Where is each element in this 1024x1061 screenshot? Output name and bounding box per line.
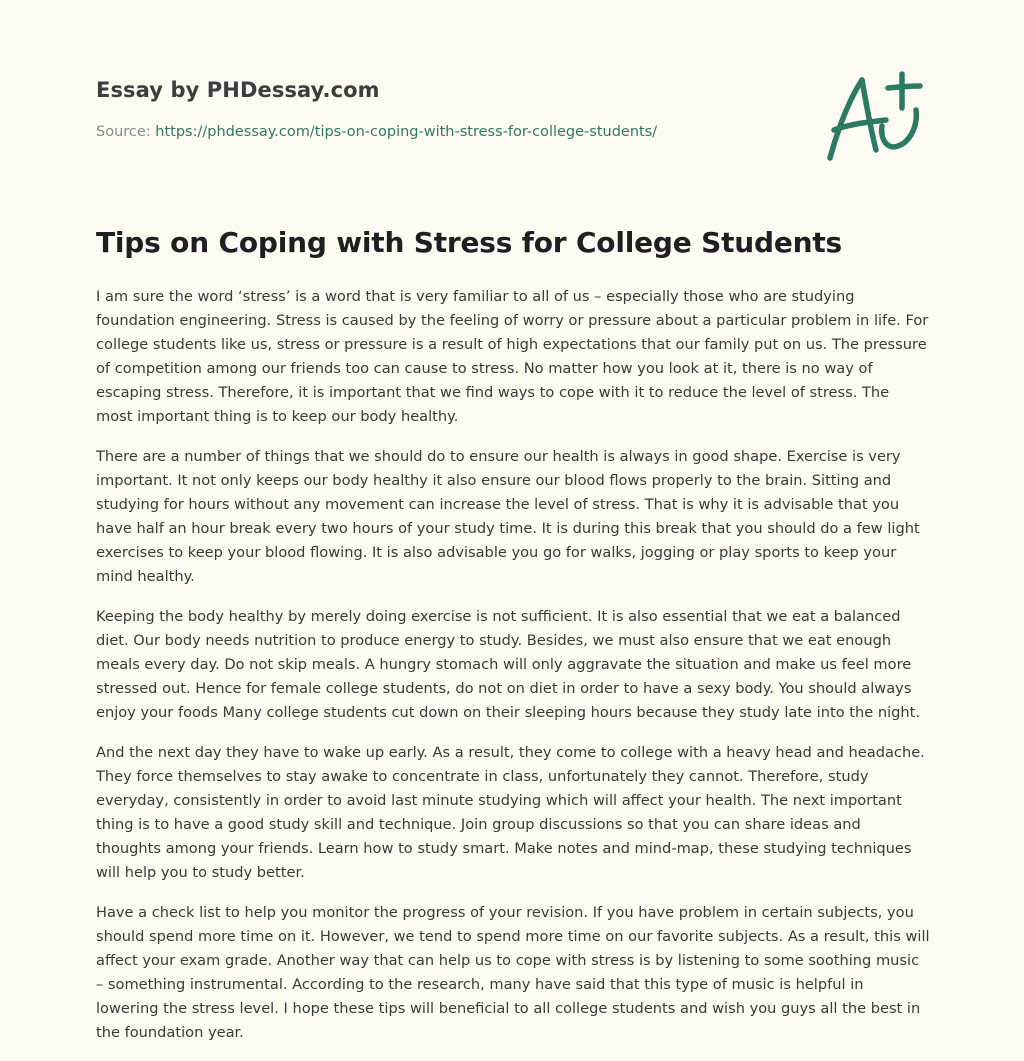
a-plus-logo-icon <box>820 68 928 164</box>
paragraph: Have a check list to help you monitor the progress of your revision. If you have problem in certain subjects, you should spend more time on it. However, we tend to spend more time on our favorite subjects. As a result, this will affect your exam grade. Another way that can help us to cope with stress is by listening to some soothing music – something instrumental. According to the research, many have said that this type of music is helpful in lowering the stress level. I hope these tips will beneficial to all college students and wish you guys all the best in the foundation year. <box>96 904 930 1041</box>
article-body <box>96 285 930 1061</box>
source-line <box>96 124 657 140</box>
paragraph: I am sure the word ‘stress’ is a word that is very familiar to all of us – especially those who are studying foundation engineering. Stress is caused by the feeling of worry or pressure about a particular problem in life. For college students like us, stress or pressure is a result of high expectations that our family put on us. The pressure of competition among our friends too can cause to stress. No matter how you look at it, there is no way of escaping stress. Therefore, it is important that we find ways to cope with it to reduce the level of stress. The most important thing is to keep our body healthy. <box>96 288 929 425</box>
source-label: Source: <box>96 124 156 140</box>
source-link[interactable]: https://phdessay.com/tips-on-coping-with-stress-for-college-students/ <box>155 124 658 140</box>
paragraph: And the next day they have to wake up early. As a result, they come to college with a heavy head and headache. They force themselves to stay awake to concentrate in class, unfortunately they cannot. Therefore, study everyday, consistently in order to avoid last minute studying which will affect your health. The next important thing is to have a good study skill and technique. Join group discussions so that you can share ideas and thoughts among your friends. Learn how to study smart. Make notes and mind-map, these studying techniques will help you to study better. <box>96 744 925 881</box>
article-title: Tips on Coping with Stress for College Students <box>96 226 843 259</box>
site-brand: Essay by PHDessay.com <box>96 78 380 102</box>
paragraph: Keeping the body healthy by merely doing exercise is not sufficient. It is also essential that we eat a balanced diet. Our body needs nutrition to produce energy to study. Besides, we must also ensure that we eat enough meals every day. Do not skip meals. A hungry stomach will only aggravate the situation and make us feel more stressed out. Hence for female college students, do not on diet in order to have a sexy body. You should always enjoy your foods Many college students cut down on their sleeping hours because they study late into the night. <box>96 608 921 721</box>
paragraph: There are a number of things that we should do to ensure our health is always in good shape. Exercise is very important. It not only keeps our body healthy it also ensure our blood flows properly to the brain. Sitting and studying for hours without any movement can increase the level of stress. That is why it is advisable that you have half an hour break every two hours of your study time. It is during this break that you should do a few light exercises to keep your blood flowing. It is also advisable you go for walks, jogging or play sports to keep your mind healthy. <box>96 448 920 585</box>
